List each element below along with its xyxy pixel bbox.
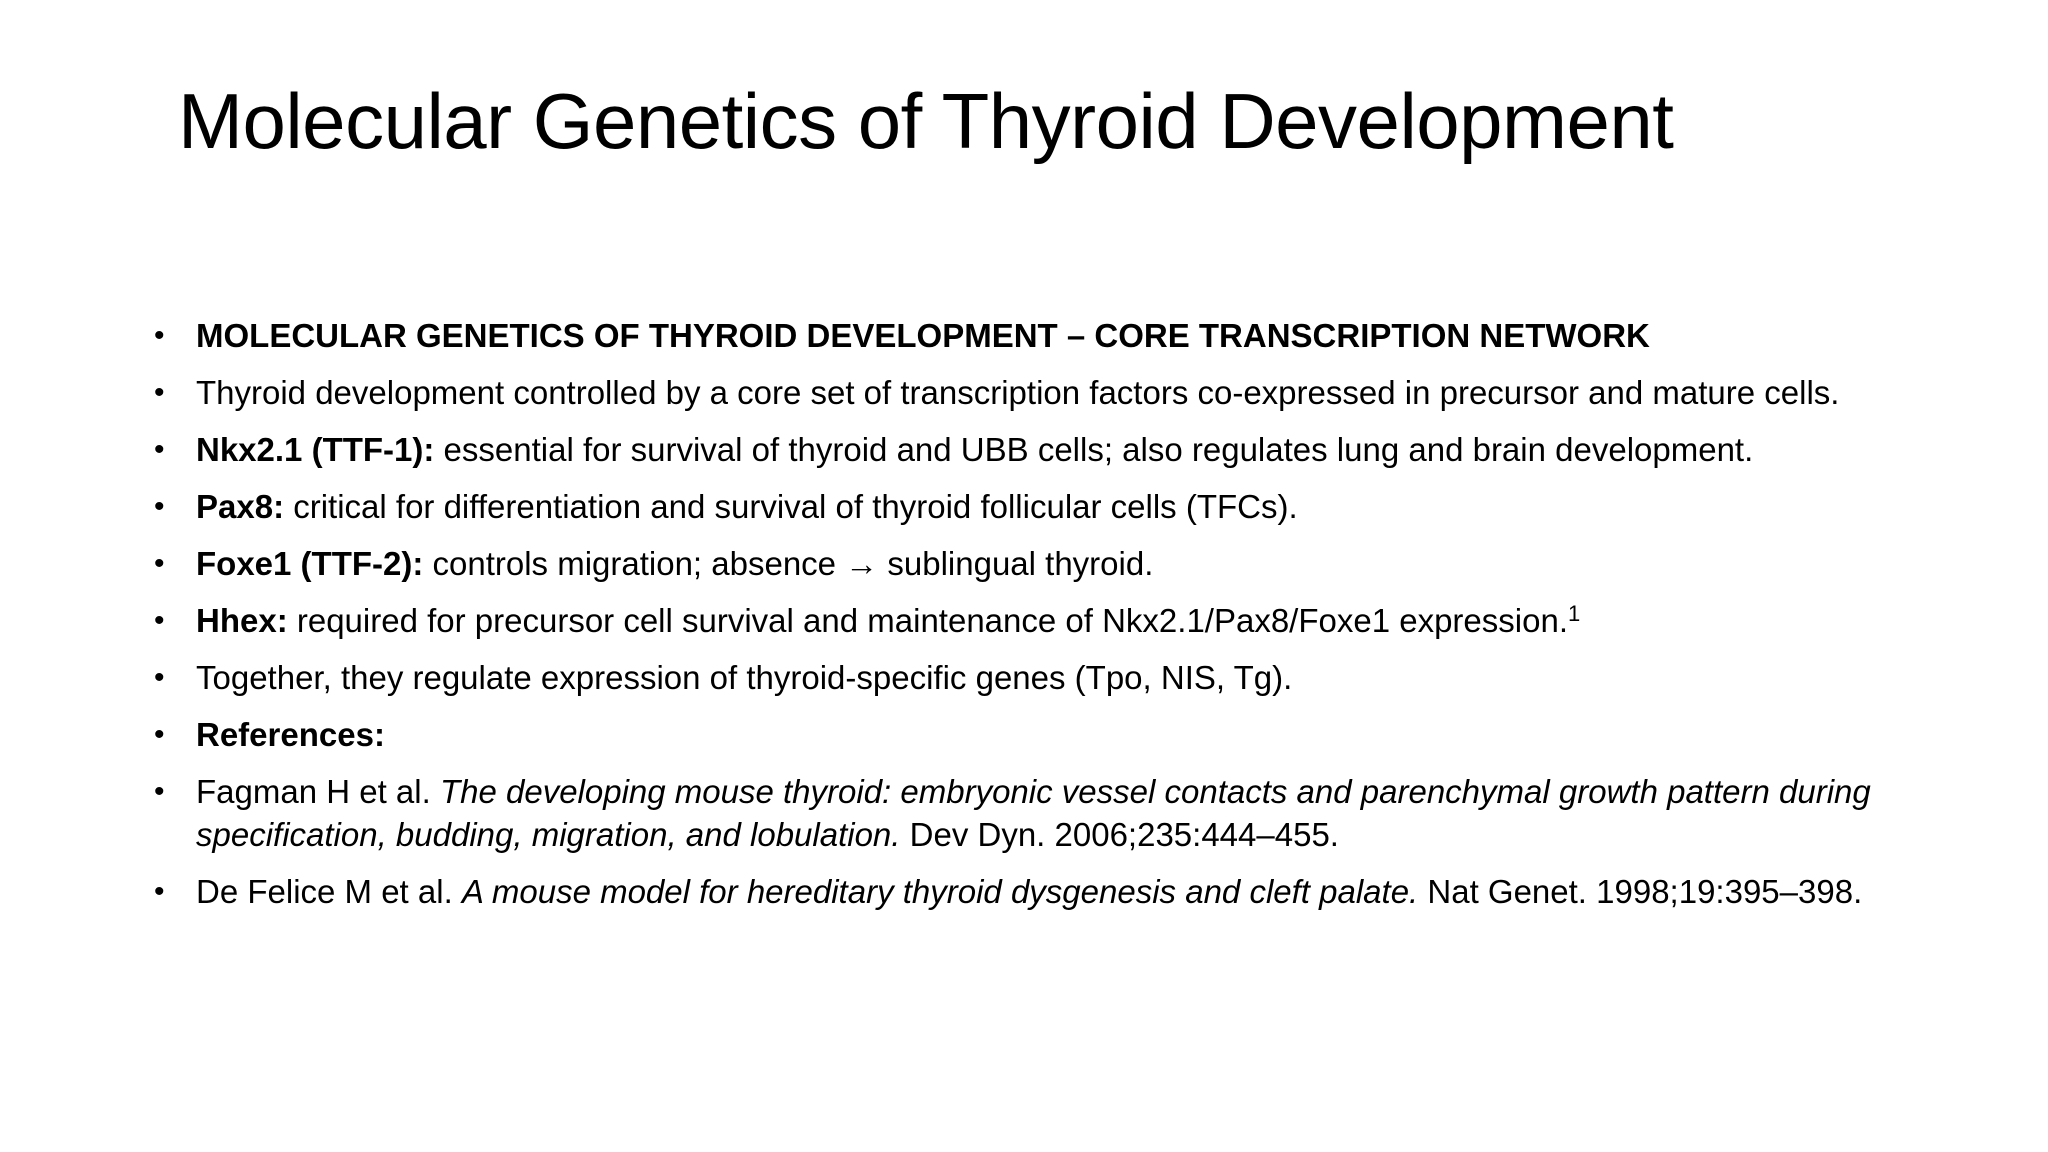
- reference-item: [150, 870, 1950, 913]
- bullet-dot: •: [154, 604, 165, 637]
- bullet-item: [150, 599, 1950, 642]
- bullet-item: [150, 314, 1950, 357]
- bullet-dot: •: [154, 775, 165, 808]
- bullet-item: [150, 713, 1950, 756]
- bullet-dot: •: [154, 547, 165, 580]
- bullet-text: Together, they regulate expression of thyroid-specific genes (Tpo, NIS, Tg).: [196, 659, 1293, 696]
- reference-title: The developing mouse thyroid: embryonic vessel contacts and parenchymal growth pattern during specification, budding, migration, and lobulation.: [196, 773, 1871, 853]
- reference-item: [150, 770, 1950, 856]
- reference-source: Nat Genet. 1998;19:395–398.: [1418, 873, 1863, 910]
- bullet-dot: •: [154, 319, 165, 352]
- bullet-item: [150, 656, 1950, 699]
- bullet-term: Hhex:: [196, 602, 288, 639]
- bullet-item: [150, 485, 1950, 528]
- reference-authors: Fagman H et al.: [196, 773, 440, 810]
- bullet-item: [150, 371, 1950, 414]
- bullet-dot: •: [154, 376, 165, 409]
- reference-source: Dev Dyn. 2006;235:444–455.: [900, 816, 1339, 853]
- footnote-marker: 1: [1567, 601, 1581, 626]
- bullet-term: Nkx2.1 (TTF-1):: [196, 431, 435, 468]
- bullet-term: Pax8:: [196, 488, 285, 525]
- bullet-dot: •: [154, 718, 165, 751]
- bullet-text: required for precursor cell survival and maintenance of Nkx2.1/Pax8/Foxe1 expression.: [287, 602, 1568, 639]
- slide-title: Molecular Genetics of Thyroid Development: [178, 77, 1674, 165]
- bullet-dot: •: [154, 490, 165, 523]
- bullet-item: [150, 428, 1950, 471]
- bullet-term: Foxe1 (TTF-2):: [196, 545, 424, 582]
- references-heading: References:: [196, 716, 385, 753]
- bullet-dot: •: [154, 661, 165, 694]
- section-heading: MOLECULAR GENETICS OF THYROID DEVELOPMENT – CORE TRANSCRIPTION NETWORK: [196, 317, 1650, 354]
- bullet-text: Thyroid development controlled by a core set of transcription factors co-expressed in precursor and mature cells.: [196, 374, 1840, 411]
- bullet-text: controls migration; absence → sublingual thyroid.: [423, 545, 1154, 582]
- bullet-item: [150, 542, 1950, 585]
- bullet-text: critical for differentiation and survival of thyroid follicular cells (TFCs).: [284, 488, 1298, 525]
- bullet-dot: •: [154, 875, 165, 908]
- bullet-text: essential for survival of thyroid and UBB cells; also regulates lung and brain development.: [434, 431, 1754, 468]
- bullet-list: [150, 314, 1950, 927]
- reference-authors: De Felice M et al.: [196, 873, 462, 910]
- bullet-dot: •: [154, 433, 165, 466]
- reference-title: A mouse model for hereditary thyroid dysgenesis and cleft palate.: [461, 873, 1419, 910]
